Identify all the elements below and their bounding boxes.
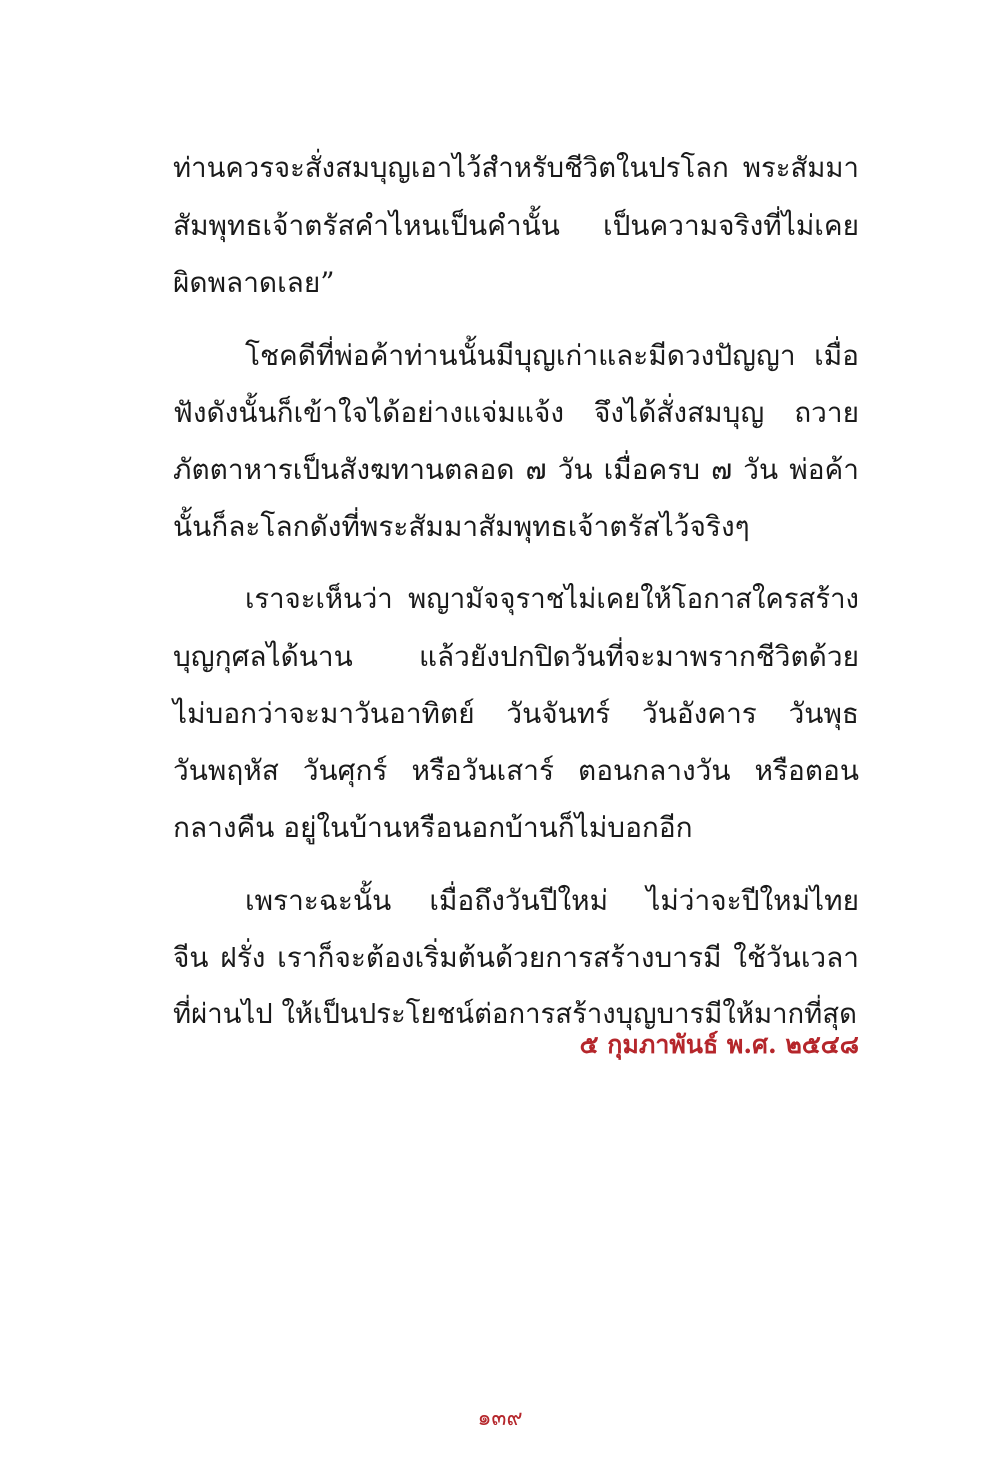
paragraph <box>173 872 859 1043</box>
text-line: เราจะเห็นว่า พญามัจจุราชไม่เคยให้โอกาสใครสร้าง <box>245 583 859 615</box>
paragraph <box>173 327 859 555</box>
text-line: เพราะฉะนั้น เมื่อถึงวันปีใหม่ ไม่ว่าจะปีใหม่ไทย <box>245 884 859 917</box>
page-number: ๑๓๙ <box>477 1406 523 1431</box>
text-line: สัมพุทธเจ้าตรัสคำไหนเป็นคำนั้น เป็นความจริงที่ไม่เคย <box>173 209 859 242</box>
text-line: จีน ฝรั่ง เราก็จะต้องเริ่มต้นด้วยการสร้างบารมี ใช้วันเวลา <box>173 941 859 974</box>
paragraph <box>173 140 859 311</box>
text-line: ท่านควรจะสั่งสมบุญเอาไว้สำหรับชีวิตในปรโลก พระสัมมา <box>173 152 859 184</box>
text-line: ฟังดังนั้นก็เข้าใจได้อย่างแจ่มแจ้ง จึงได้สั่งสมบุญ ถวาย <box>173 396 859 429</box>
text-line: โชคดีที่พ่อค้าท่านนั้นมีบุญเก่าและมีดวงปัญญา เมื่อ <box>245 339 859 372</box>
text-line: กลางคืน อยู่ในบ้านหรือนอกบ้านก็ไม่บอกอีก <box>173 811 693 844</box>
text-line: ไม่บอกว่าจะมาวันอาทิตย์ วันจันทร์ วันอังคาร วันพุธ <box>173 697 859 730</box>
text-line: บุญกุศลได้นาน แล้วยังปกปิดวันที่จะมาพรากชีวิตด้วย <box>173 640 859 673</box>
paragraph <box>173 571 859 856</box>
text-line: ผิดพลาดเลย” <box>173 266 335 299</box>
text-line: นั้นก็ละโลกดังที่พระสัมมาสัมพุทธเจ้าตรัสไว้จริงๆ <box>173 510 750 543</box>
text-line: วันพฤหัส วันศุกร์ หรือวันเสาร์ ตอนกลางวัน หรือตอน <box>173 754 859 787</box>
document-body <box>173 140 859 1059</box>
date-signature: ๕ กุมภาพันธ์ พ.ศ. ๒๕๔๘ <box>579 1030 859 1059</box>
text-line: ภัตตาหารเป็นสังฆทานตลอด ๗ วัน เมื่อครบ ๗ วัน พ่อค้า <box>173 453 859 486</box>
text-line: ที่ผ่านไป ให้เป็นประโยชน์ต่อการสร้างบุญบารมีให้มากที่สุด <box>173 998 857 1030</box>
